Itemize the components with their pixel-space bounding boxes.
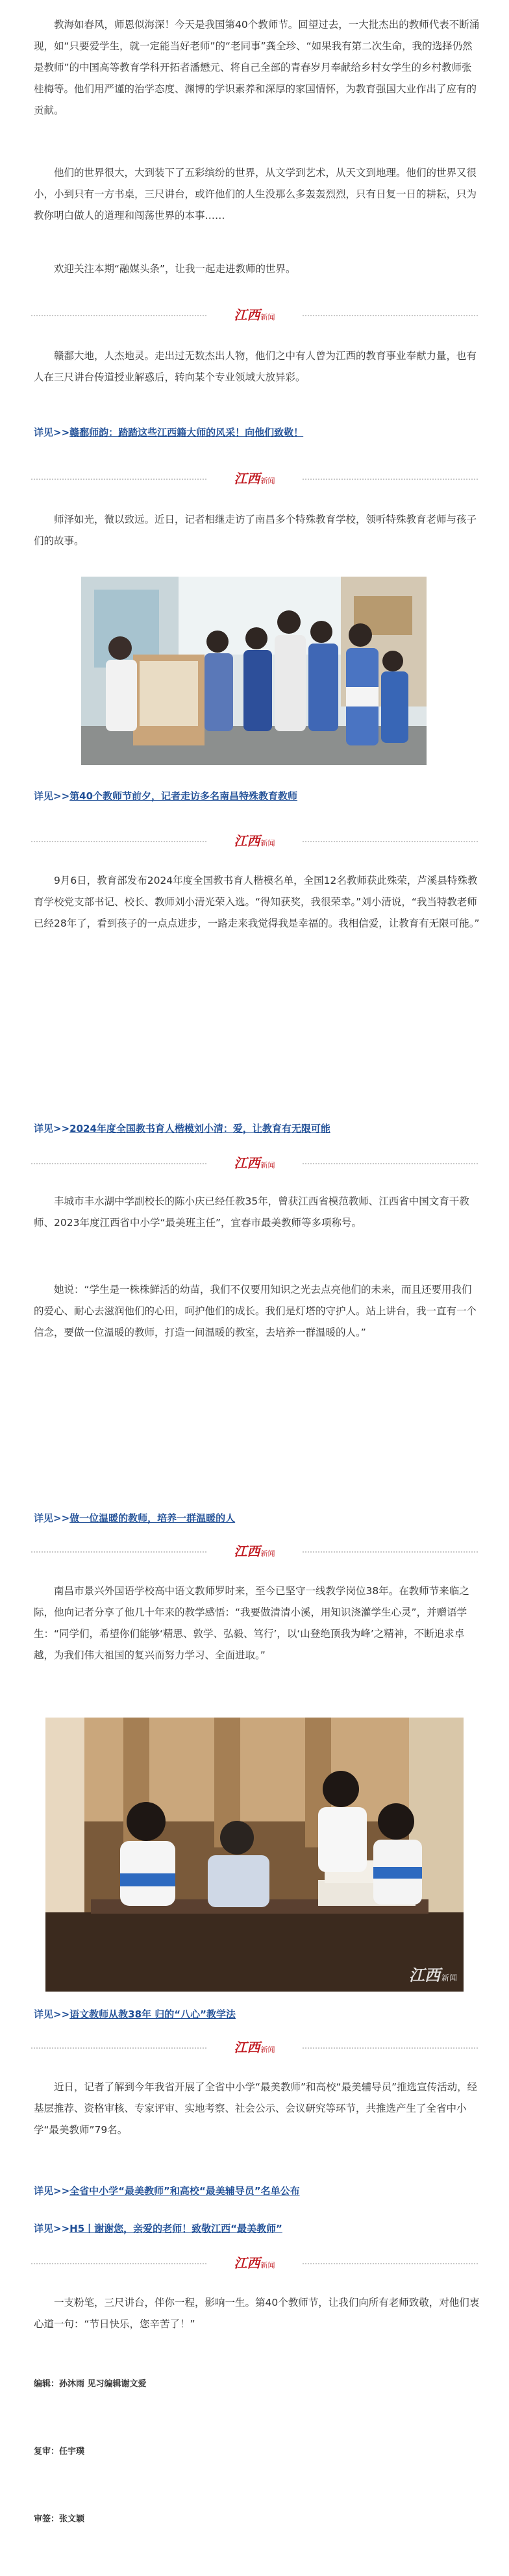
- jiangxi-news-logo: 江西新闻: [234, 1544, 275, 1559]
- section-divider: [31, 1542, 478, 1561]
- photo-special-education-class: [81, 577, 427, 765]
- section-3-paragraph: 9月6日，教育部发布2024年度全国教书育人楷模名单，全国12名教师获此殊荣，芦溪县特殊教育学校党支部书记、校长、教师刘小清光荣入选。“得知获奖，我很荣幸。”刘小清说，“我当特教老师已经28年了，看到孩子的一点点进步，一路走来我觉得我是幸福的。我相信爱，让教育有无限可能。”: [34, 875, 480, 929]
- jiangxi-news-logo: 江西新闻: [234, 2255, 275, 2271]
- intro-paragraph-2: 他们的世界很大，大到装下了五彩缤纷的世界，从文学到艺术，从天文到地理。他们的世界又很小，小到只有一方书桌，三尺讲台，或许他们的人生没那么多轰轰烈烈，只有日复一日的耕耘，只为教你明白做人的道理和闯荡世界的本事……: [34, 167, 477, 221]
- detail-link-3[interactable]: 详见>>2024年度全国教书育人楷模刘小清：爱，让教育有无限可能: [34, 1123, 330, 1134]
- section-divider: [31, 305, 478, 325]
- section-5-paragraph: 南昌市景兴外国语学校高中语文教师罗时来，至今已坚守一线教学岗位38年。在教师节来临之际，他向记者分享了他几十年来的教学感悟：“我要做清清小溪，用知识浇灌学生心灵”，并赠语学生：“同学们，希望你们能够‘精思、敦学、弘毅、笃行’，以‘山登绝顶我为峰’之精神，不断追求卓越，为我们伟大祖国的复兴而努力学习、全面进取。”: [34, 1585, 469, 1661]
- intro-paragraph-3: 欢迎关注本期“融媒头条”，让我一起走进教师的世界。: [54, 263, 296, 275]
- jiangxi-news-logo: 江西新闻: [234, 2040, 275, 2055]
- detail-link-7[interactable]: 详见>>H5丨谢谢您，亲爱的老师！致敬江西“最美教师”: [34, 2223, 282, 2234]
- section-divider: [31, 469, 478, 488]
- section-divider: [31, 2253, 478, 2273]
- section-4-paragraph-1: 丰城市丰水湖中学副校长的陈小庆已经任教35年，曾获江西省模范教师、江西省中国文育干教师、2023年度江西省中小学“最美班主任”，宜春市最美教师等多项称号。: [34, 1195, 469, 1229]
- jiangxi-news-logo: 江西新闻: [234, 833, 275, 849]
- section-divider: [31, 831, 478, 851]
- intro-paragraph-1: 教海如春风，师恩似海深！今天是我国第40个教师节。回望过去，一大批杰出的教师代表不断涌现，如“只要爱学生，就一定能当好老师”的“老同事”龚全珍、“如果我有第二次生命，我的选择仍然是教师”的中国高等教育学科开拓者潘懋元、将自己全部的青春岁月奉献给乡村女学生的乡村教师张桂梅等。他们用严谨的治学态度、渊博的学识素养和深厚的家国情怀，为教育强国大业作出了应有的贡献。: [34, 19, 480, 116]
- photo-teacher-with-students: [45, 1718, 464, 1992]
- editor-credit: 编辑：孙沐雨 见习编辑谢文爱: [34, 2379, 147, 2389]
- jiangxi-news-logo: 江西新闻: [234, 1155, 275, 1171]
- final-review-credit: 审签：张文颖: [34, 2514, 85, 2524]
- section-2-paragraph: 师泽如光，微以致远。近日，记者相继走访了南昌多个特殊教育学校，领听特殊教育老师与孩子们的故事。: [34, 514, 477, 547]
- jiangxi-news-logo: 江西新闻: [234, 471, 275, 486]
- section-6-paragraph: 近日，记者了解到今年我省开展了全省中小学“最美教师”和高校“最美辅导员”推选宣传活动，经基层推荐、资格审核、专家评审、实地考察、社会公示、会议研究等环节，共推选产生了全省中小学“最美教师”79名。: [34, 2081, 478, 2136]
- jiangxi-news-logo: 江西新闻: [234, 307, 275, 323]
- section-4-paragraph-2: 她说：“学生是一株株鲜活的幼苗，我们不仅要用知识之光去点亮他们的未来，而且还要用我们的爱心、耐心去滋润他们的心田，呵护他们的成长。我们是灯塔的守护人。站上讲台，我一直有一个信念，要做一位温暖的教师，打造一间温暖的教室，去培养一群温暖的人。”: [34, 1284, 477, 1338]
- outro-paragraph: 一支粉笔，三尺讲台，伴你一程，影响一生。第40个教师节，让我们向所有老师致敬，对他们衷心道一句：“节日快乐，您辛苦了！”: [34, 2297, 480, 2330]
- svg-text:新闻: 新闻: [441, 1973, 458, 1982]
- section-divider: [31, 2038, 478, 2057]
- detail-link-1[interactable]: 详见>>赣鄱师韵：踏踏这些江西籍大师的风采！向他们致敬！: [34, 427, 304, 438]
- section-divider: [31, 1153, 478, 1173]
- detail-link-2[interactable]: 详见>>第40个教师节前夕，记者走访多名南昌特殊教育教师: [34, 790, 298, 802]
- detail-link-4[interactable]: 详见>>做一位温暖的教师，培养一群温暖的人: [34, 1512, 236, 1524]
- detail-link-6[interactable]: 详见>>全省中小学“最美教师”和高校“最美辅导员”名单公布: [34, 2185, 300, 2197]
- svg-text:江西: 江西: [409, 1966, 440, 1984]
- review-credit: 复审：任宇璞: [34, 2447, 85, 2457]
- section-1-paragraph: 赣鄱大地，人杰地灵。走出过无数杰出人物，他们之中有人曾为江西的教育事业奉献力量，也有人在三尺讲台传道授业解惑后，转向某个专业领域大放异彩。: [34, 350, 477, 383]
- detail-link-5[interactable]: 详见>>语文教师从教38年 归的“八心”教学法: [34, 2008, 236, 2020]
